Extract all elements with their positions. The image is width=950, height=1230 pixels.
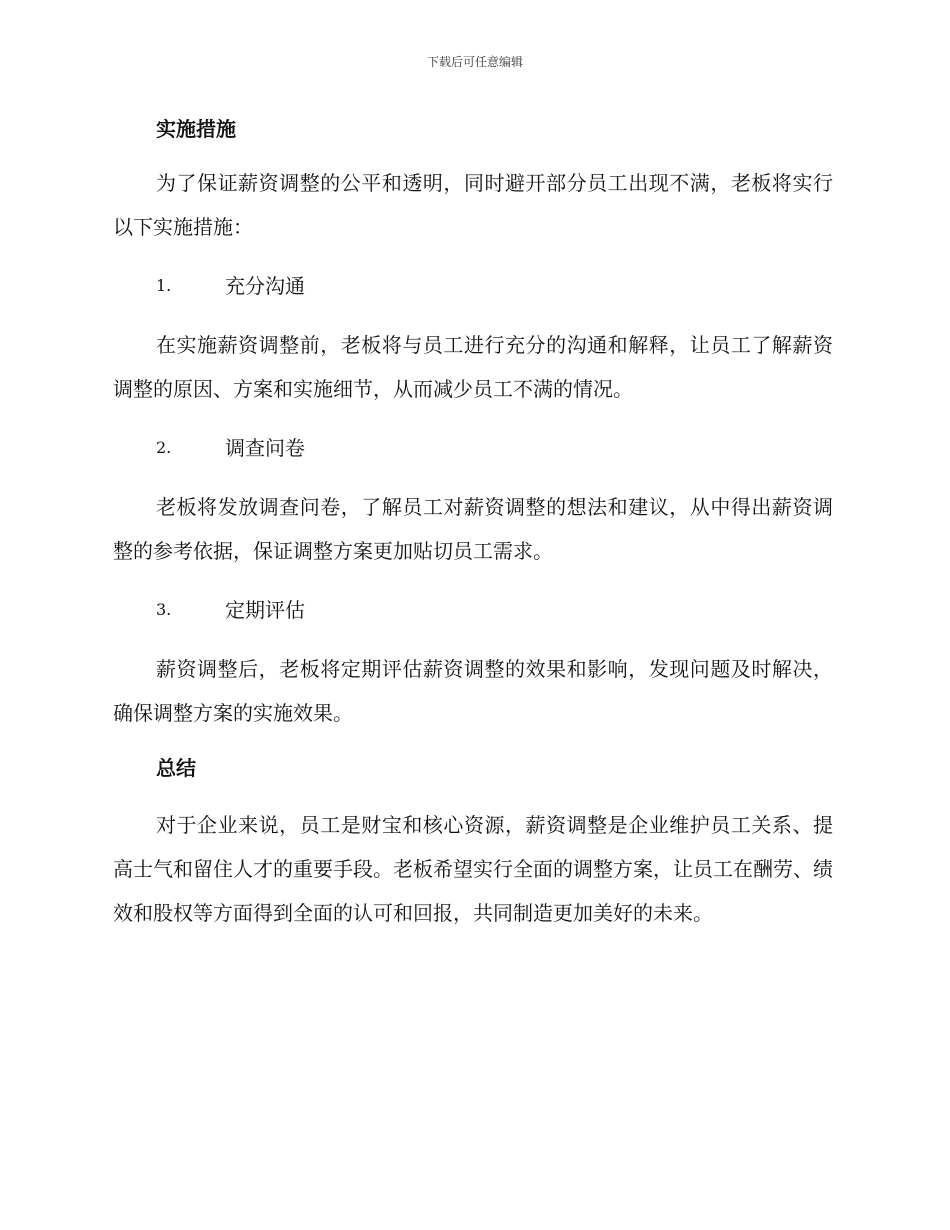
document-body (113, 112, 833, 935)
list-label: 定期评估 (225, 598, 305, 622)
measures-intro-paragraph: 为了保证薪资调整的公平和透明，同时避开部分员工出现不满，老板将实行以下实施措施： (113, 171, 833, 239)
section-title-summary: 总结 (156, 756, 196, 780)
list-label: 调查问卷 (225, 436, 305, 460)
section-title-measures: 实施措施 (156, 117, 236, 141)
list-item-communication (113, 264, 833, 308)
list-number: 2. (156, 438, 172, 457)
list-item-evaluation (113, 588, 833, 632)
list-number: 3. (156, 600, 172, 619)
header-note: 下载后可任意编辑 (426, 55, 523, 69)
communication-paragraph: 在实施薪资调整前，老板将与员工进行充分的沟通和解释，让员工了解薪资调整的原因、方案和实施细节，从而减少员工不满的情况。 (113, 333, 833, 401)
list-label: 充分沟通 (225, 274, 305, 298)
list-number: 1. (156, 276, 172, 295)
survey-paragraph: 老板将发放调查问卷，了解员工对薪资调整的想法和建议，从中得出薪资调整的参考依据，保证调整方案更加贴切员工需求。 (113, 495, 833, 563)
list-item-survey (113, 426, 833, 470)
summary-paragraph: 对于企业来说，员工是财宝和核心资源，薪资调整是企业维护员工关系、提高士气和留住人才的重要手段。老板希望实行全面的调整方案，让员工在酬劳、绩效和股权等方面得到全面的认可和回报，共同制造更加美好的未来。 (113, 813, 833, 925)
evaluation-paragraph: 薪资调整后，老板将定期评估薪资调整的效果和影响，发现问题及时解决，确保调整方案的实施效果。 (113, 657, 833, 725)
